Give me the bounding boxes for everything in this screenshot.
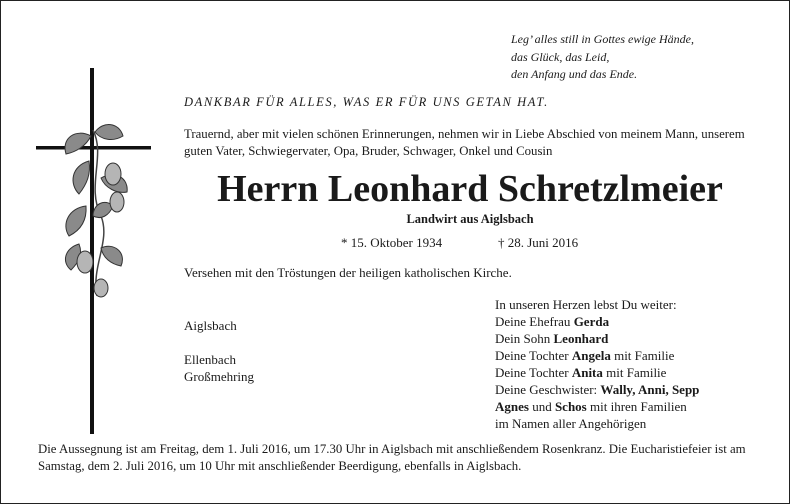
mourner-name: Schos: [554, 399, 587, 414]
mourner-son: [495, 330, 765, 347]
places-column: [184, 317, 254, 385]
mourner-conjunction: und: [528, 399, 555, 414]
mourner-name: Leonhard: [553, 331, 609, 346]
intro-text: Trauernd, aber mit vielen schönen Erinnerungen, nehmen wir in Liebe Abschied von meinem Mann, unserem guten Vater, Schwiegervater, Opa, Bruder, Schwager, Onkel und Cousin: [184, 127, 745, 158]
mourner-daughter-2: [495, 364, 765, 381]
mourners-closing: im Namen aller Angehörigen: [495, 416, 647, 431]
place-grossmehring: Großmehring: [184, 369, 255, 384]
mourner-wife: [495, 313, 765, 330]
mourner-relation: Deine Ehefrau: [495, 314, 574, 329]
place-aiglsbach: Aiglsbach: [184, 318, 237, 333]
mourner-name: Gerda: [573, 314, 610, 329]
mourner-siblings-2: [495, 398, 765, 415]
mourner-suffix: mit Familie: [602, 365, 667, 380]
sacrament-text: Versehen mit den Tröstungen der heiligen katholischen Kirche.: [184, 265, 512, 280]
funeral-details: Die Aussegnung ist am Freitag, dem 1. Juli 2016, um 17.30 Uhr in Aiglsbach mit anschließendem Rosenkranz. Die Eucharistiefeier ist am Samstag, dem 2. Juli 2016, um 10 Uhr mit anschließender Beerdigung, ebenfalls in Aiglsbach.: [38, 442, 746, 473]
deceased-occupation: Landwirt aus Aiglsbach: [406, 212, 534, 226]
verse-line-2: das Glück, das Leid,: [511, 49, 610, 64]
death-date: † 28. Juni 2016: [498, 235, 579, 250]
mourner-name: Anita: [571, 365, 603, 380]
deceased-name: Herrn Leonhard Schretzlmeier: [217, 168, 723, 210]
mourner-suffix: mit Familie: [610, 348, 675, 363]
verse: [511, 31, 751, 84]
place-empty: [184, 334, 254, 351]
birth-date: * 15. Oktober 1934: [341, 235, 443, 250]
verse-line-1: Leg’ alles still in Gottes ewige Hände,: [511, 32, 694, 46]
cross-with-hop-vine-icon: [31, 66, 161, 436]
place-ellenbach: Ellenbach: [184, 352, 236, 367]
mourner-relation: Deine Geschwister:: [495, 382, 601, 397]
mourner-suffix: mit ihren Familien: [586, 399, 687, 414]
mourner-name: Agnes: [495, 399, 529, 414]
mourner-relation: Dein Sohn: [495, 331, 554, 346]
motto: DANKBAR FÜR ALLES, WAS ER FÜR UNS GETAN HAT.: [184, 95, 549, 109]
mourner-name: Wally, Anni, Sepp: [600, 382, 700, 397]
mourner-daughter-1: [495, 347, 765, 364]
mourner-relation: Deine Tochter: [495, 365, 572, 380]
mourner-siblings: [495, 381, 765, 398]
mourners-heading: In unseren Herzen lebst Du weiter:: [495, 297, 677, 312]
verse-line-3: den Anfang und das Ende.: [511, 67, 638, 81]
mourners-list: [495, 296, 765, 432]
mourner-name: Angela: [571, 348, 611, 363]
mourner-relation: Deine Tochter: [495, 348, 572, 363]
